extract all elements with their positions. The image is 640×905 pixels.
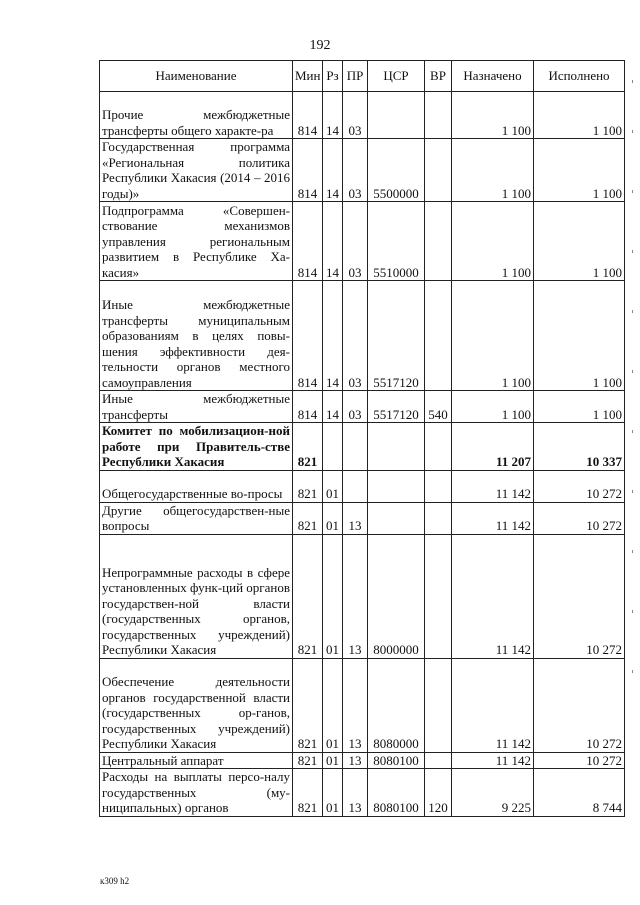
cell-min: 814 [293, 202, 323, 281]
cell-vr [425, 752, 452, 769]
cell-name: Иные межбюджетные трансферты [100, 391, 293, 423]
cell-rz: 01 [323, 752, 343, 769]
column-header-assigned: Назначено [452, 61, 534, 92]
cell-assigned: 11 142 [452, 752, 534, 769]
cell-rz: 01 [323, 502, 343, 534]
cell-vr [425, 139, 452, 202]
cell-rz: 14 [323, 281, 343, 391]
cell-name: Другие общегосударствен-ные вопросы [100, 502, 293, 534]
cell-csr: 8080000 [368, 658, 425, 752]
cell-vr [425, 470, 452, 502]
cell-executed: 10 272 [534, 534, 625, 658]
table-row [100, 534, 625, 658]
cell-min: 814 [293, 92, 323, 139]
cell-csr: 5517120 [368, 391, 425, 423]
cell-pr: 03 [343, 139, 368, 202]
cell-csr: 5510000 [368, 202, 425, 281]
cell-vr: 540 [425, 391, 452, 423]
cell-vr [425, 658, 452, 752]
table-row [100, 281, 625, 391]
cell-pr [343, 423, 368, 471]
cell-name: Непрограммные расходы в сфере установленных функ-ций органов государствен-ной власти (государственных органов, государственных учреждений) Республики Хакасия [100, 534, 293, 658]
cell-vr [425, 423, 452, 471]
cell-assigned: 1 100 [452, 202, 534, 281]
cell-min: 814 [293, 139, 323, 202]
cell-pr: 13 [343, 502, 368, 534]
table-row [100, 769, 625, 817]
table-row [100, 502, 625, 534]
cell-name: Расходы на выплаты персо-налу государственных (му-ниципальных) органов [100, 769, 293, 817]
cell-csr [368, 502, 425, 534]
cell-rz: 14 [323, 92, 343, 139]
cell-executed: 10 272 [534, 658, 625, 752]
cell-vr [425, 502, 452, 534]
cell-assigned: 11 142 [452, 502, 534, 534]
cell-csr: 8000000 [368, 534, 425, 658]
cell-rz: 14 [323, 139, 343, 202]
cell-pr [343, 470, 368, 502]
cell-assigned: 11 142 [452, 658, 534, 752]
cell-assigned: 11 207 [452, 423, 534, 471]
cell-pr: 13 [343, 752, 368, 769]
cell-vr: 120 [425, 769, 452, 817]
cell-min: 814 [293, 391, 323, 423]
cell-assigned: 1 100 [452, 281, 534, 391]
cell-name: Прочие межбюджетные трансферты общего характе-ра [100, 92, 293, 139]
cell-pr: 13 [343, 658, 368, 752]
table-row [100, 423, 625, 471]
cell-executed: 1 100 [534, 391, 625, 423]
cell-pr: 13 [343, 534, 368, 658]
table-row [100, 470, 625, 502]
cell-assigned: 11 142 [452, 534, 534, 658]
cell-rz: 14 [323, 391, 343, 423]
cell-executed: 1 100 [534, 202, 625, 281]
cell-name: Комитет по мобилизацион-ной работе при Правитель-стве Республики Хакасия [100, 423, 293, 471]
cell-name: Государственная программа «Региональная политика Республики Хакасия (2014 – 2016 годы)» [100, 139, 293, 202]
cell-min: 821 [293, 534, 323, 658]
cell-name: Иные межбюджетные трансферты муниципальным образованиям в целях повы-шения эффективности дея-тельности органов местного самоуправления [100, 281, 293, 391]
cell-min: 821 [293, 769, 323, 817]
cell-vr [425, 92, 452, 139]
table-row [100, 202, 625, 281]
cell-executed: 1 100 [534, 92, 625, 139]
cell-min: 821 [293, 423, 323, 471]
column-header-min: Мин [293, 61, 323, 92]
cell-pr: 03 [343, 281, 368, 391]
cell-pr: 03 [343, 202, 368, 281]
table-row [100, 92, 625, 139]
cell-vr [425, 202, 452, 281]
cell-vr [425, 534, 452, 658]
cell-min: 821 [293, 752, 323, 769]
cell-assigned: 1 100 [452, 92, 534, 139]
scan-edge-marks [630, 70, 636, 690]
cell-rz [323, 423, 343, 471]
page-number: 192 [309, 38, 331, 53]
cell-pr: 13 [343, 769, 368, 817]
table-header-row [100, 61, 625, 92]
column-header-pr: ПР [343, 61, 368, 92]
table-row [100, 391, 625, 423]
cell-executed: 1 100 [534, 281, 625, 391]
cell-assigned: 1 100 [452, 391, 534, 423]
column-header-executed: Исполнено [534, 61, 625, 92]
budget-table [99, 60, 625, 817]
cell-csr: 5500000 [368, 139, 425, 202]
cell-assigned: 9 225 [452, 769, 534, 817]
column-header-rz: Рз [323, 61, 343, 92]
cell-assigned: 11 142 [452, 470, 534, 502]
column-header-name: Наименование [100, 61, 293, 92]
cell-executed: 10 272 [534, 470, 625, 502]
cell-executed: 10 337 [534, 423, 625, 471]
cell-csr: 5517120 [368, 281, 425, 391]
column-header-vr: ВР [425, 61, 452, 92]
table-body [100, 92, 625, 817]
cell-csr [368, 92, 425, 139]
cell-pr: 03 [343, 92, 368, 139]
cell-min: 821 [293, 502, 323, 534]
cell-vr [425, 281, 452, 391]
cell-name: Обеспечение деятельности органов государственной власти (государственных ор-ганов, государственных учреждений) Республики Хакасия [100, 658, 293, 752]
cell-rz: 01 [323, 534, 343, 658]
cell-min: 821 [293, 470, 323, 502]
cell-rz: 01 [323, 769, 343, 817]
table-row [100, 752, 625, 769]
table-row [100, 658, 625, 752]
cell-executed: 8 744 [534, 769, 625, 817]
cell-rz: 01 [323, 470, 343, 502]
cell-rz: 14 [323, 202, 343, 281]
cell-csr [368, 470, 425, 502]
cell-rz: 01 [323, 658, 343, 752]
cell-name: Подпрограмма «Совершен-ствование механизмов управления региональным развитием в Республике Ха-касия» [100, 202, 293, 281]
cell-name: Центральный аппарат [100, 752, 293, 769]
cell-name: Общегосударственные во-просы [100, 470, 293, 502]
cell-csr [368, 423, 425, 471]
cell-pr: 03 [343, 391, 368, 423]
cell-executed: 10 272 [534, 752, 625, 769]
table-row [100, 139, 625, 202]
cell-csr: 8080100 [368, 752, 425, 769]
cell-assigned: 1 100 [452, 139, 534, 202]
column-header-csr: ЦСР [368, 61, 425, 92]
cell-executed: 10 272 [534, 502, 625, 534]
cell-csr: 8080100 [368, 769, 425, 817]
cell-min: 814 [293, 281, 323, 391]
cell-executed: 1 100 [534, 139, 625, 202]
footer-code: к309 h2 [100, 876, 130, 886]
cell-min: 821 [293, 658, 323, 752]
